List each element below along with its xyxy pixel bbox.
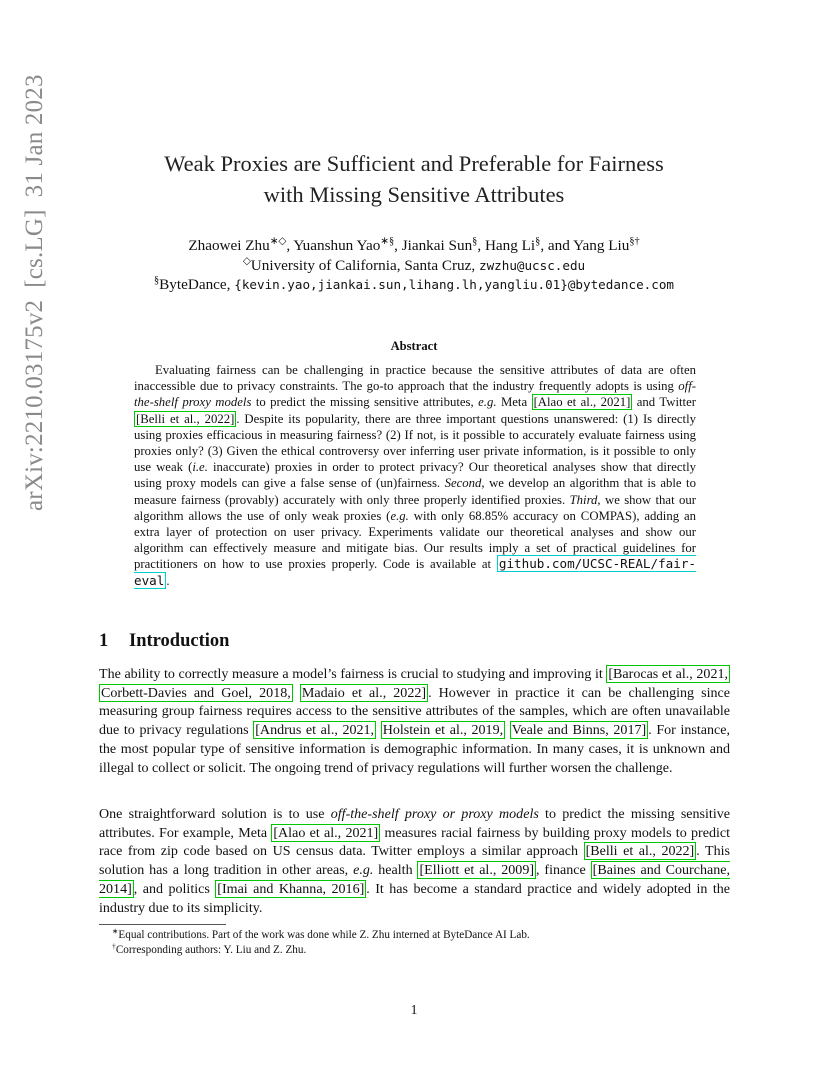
- abstract-body: [134, 362, 696, 589]
- author-name: Hang Li: [484, 237, 536, 254]
- abstract-text: and Twitter: [632, 395, 696, 410]
- abstract-text: we develop an algorithm that is able to measure fairness (provably) accurately with only three properly identified proxies.: [134, 476, 696, 507]
- author-name: Yuanshun Yao: [293, 237, 381, 254]
- author-list: Zhaowei Zhu∗◇, Yuanshun Yao∗§, Jiankai Sun§, Hang Li§, and Yang Liu§†: [188, 235, 640, 254]
- author-mark: §†: [629, 235, 640, 247]
- affiliation-mark: §: [154, 274, 160, 286]
- citation-link[interactable]: Veale and Binns, 2017]: [511, 722, 647, 739]
- abstract-emphasis: i.e.: [192, 460, 208, 475]
- title-line-1: Weak Proxies are Sufficient and Preferable for Fairness: [164, 151, 664, 176]
- body-text: . For instance, the most popular type of sensitive information is demographic information. In many cases, it is unknown and illegal to collect or solicit. The ongoing trend of privacy regulations will further worsen the challenge.: [99, 722, 731, 776]
- citation-link[interactable]: [Baines and Courchane, 2014]: [99, 862, 730, 897]
- body-text: . It has become a standard practice and widely adopted in the industry due to its simplicity.: [99, 880, 731, 916]
- citation-link[interactable]: [Barocas et al., 2021,: [608, 666, 728, 682]
- citation-link[interactable]: Madaio et al., 2022]: [301, 684, 427, 701]
- citation-link[interactable]: [Belli et al., 2022]: [585, 843, 695, 860]
- author-name: Yang Liu: [573, 237, 630, 254]
- section-number: 1: [99, 631, 109, 651]
- author-block: [0, 236, 828, 295]
- footnote-text: Equal contributions. Part of the work was done while Z. Zhu interned at ByteDance AI Lab.: [118, 929, 530, 941]
- abstract-text: inaccurate) proxies in order to protect privacy? Our theoretical analyses show that directly using proxy models can give a false sense of (un)fairness.: [134, 460, 696, 491]
- citation-link[interactable]: [Belli et al., 2022]: [136, 411, 235, 426]
- body-text: . However in practice it can be challenging since measuring group fairness requires access to the sensitive attributes of the samples, which are often unavailable due to privacy regulations: [99, 684, 730, 739]
- abstract-text: . Despite its popularity, there are three important questions unanswered: (1) Is directly using proxies efficacious in measuring fairness? (2) If not, is it possible to accurately evaluate fairness using proxies only? (3) Given the ethical controversy over inferring user private information, is it possible to only use weak (: [134, 411, 697, 475]
- abstract-heading: Abstract: [390, 339, 438, 353]
- affiliation-name: University of California, Santa Cruz,: [250, 256, 476, 274]
- code-url-link[interactable]: github.com/UCSC-REAL/fair-eval: [134, 556, 696, 588]
- body-text: health: [373, 862, 418, 879]
- body-emphasis: off-the-shelf proxy or proxy models: [330, 806, 539, 822]
- affiliation-ucsc: [0, 256, 828, 276]
- citation-link[interactable]: [Andrus et al., 2021,: [255, 722, 375, 739]
- email-bytedance: {kevin.yao,jiankai.sun,lihang.lh,yangliu.01}@bytedance.com: [234, 277, 674, 292]
- abstract-emphasis: e.g.: [478, 395, 497, 410]
- abstract-text: Evaluating fairness can be challenging in practice because the sensitive attributes of data are often inaccessible due to privacy constraints. The go-to approach that the industry frequently adopts is using: [134, 363, 696, 394]
- intro-paragraph-2: [99, 805, 730, 917]
- abstract-text: to predict the missing sensitive attributes,: [251, 395, 479, 410]
- author-conjunction: and: [547, 237, 570, 254]
- page-number: 1: [410, 1002, 418, 1017]
- footnote-mark: ∗: [112, 926, 119, 936]
- section-heading: [99, 631, 229, 652]
- body-text: The ability to correctly measure a model’s fairness is crucial to studying and improving it: [99, 666, 607, 682]
- author-mark: §: [535, 235, 541, 247]
- abstract-emphasis: off-the-shelf proxy models: [134, 379, 696, 410]
- body-text: measures racial fairness by building proxy models to predict race from zip code based on US census data. Twitter employs a similar approach: [99, 824, 731, 860]
- affiliation-mark: ◇: [242, 255, 251, 267]
- abstract-emphasis: Second,: [444, 476, 485, 491]
- section-title-text: Introduction: [129, 631, 230, 651]
- abstract-emphasis: Third,: [569, 492, 601, 507]
- abstract-text: we show that our algorithm allows the use of only weak proxies (: [134, 492, 696, 523]
- author-mark: §: [472, 235, 478, 247]
- citation-link[interactable]: [Elliott et al., 2009]: [419, 862, 535, 879]
- affiliation-bytedance: [0, 275, 828, 295]
- abstract-emphasis: e.g.: [390, 508, 409, 523]
- abstract-text: Meta: [496, 395, 532, 410]
- author-name: Zhaowei Zhu: [188, 237, 270, 254]
- footnote-divider: [99, 924, 226, 925]
- footnote-text: Corresponding authors: Y. Liu and Z. Zhu.: [115, 944, 307, 956]
- citation-link[interactable]: [Imai and Khanna, 2016]: [217, 880, 365, 897]
- arxiv-category: [cs.LG]: [21, 209, 48, 288]
- arxiv-date: 31 Jan 2023: [21, 74, 48, 198]
- author-mark: ∗◇: [269, 235, 287, 247]
- body-emphasis: e.g.: [353, 862, 374, 879]
- body-text: One straightforward solution is to use: [99, 806, 331, 822]
- arxiv-id: arXiv:2210.03175v2: [21, 299, 48, 511]
- abstract-text: .: [166, 573, 170, 588]
- citation-link[interactable]: [Alao et al., 2021]: [273, 824, 379, 841]
- body-text: , finance: [536, 862, 591, 879]
- author-name: Jiankai Sun: [401, 237, 473, 254]
- footnote-equal-contribution: [112, 928, 530, 942]
- citation-link[interactable]: Corbett-Davies and Goel, 2018,: [101, 684, 291, 701]
- email-ucsc: zwzhu@ucsc.edu: [478, 257, 586, 273]
- author-mark: ∗§: [380, 235, 395, 247]
- footnote-mark: †: [112, 941, 116, 951]
- body-text: . This solution has a long tradition in other areas,: [99, 843, 730, 879]
- citation-link[interactable]: [Alao et al., 2021]: [533, 395, 631, 410]
- paper-title: [0, 148, 828, 210]
- intro-paragraph-1: [99, 665, 730, 777]
- body-text: to predict the missing sensitive attributes. For example, Meta: [99, 806, 730, 841]
- abstract-text: with only 68.85% accuracy on COMPAS), adding an extra layer of protection on user privacy. Experiments validate our theoretical analyses and show our algorithm can effectively measure and mitigate bias. Our results imply a set of practical guidelines for practitioners on how to use proxies properly. Code is available at: [134, 508, 697, 572]
- title-line-2: with Missing Sensitive Attributes: [263, 182, 565, 207]
- body-text: , and politics: [133, 880, 216, 897]
- citation-link[interactable]: Holstein et al., 2019,: [382, 722, 504, 739]
- affiliation-name: ByteDance,: [159, 276, 231, 293]
- footnote-corresponding-authors: [112, 943, 306, 957]
- body-text: [293, 685, 300, 701]
